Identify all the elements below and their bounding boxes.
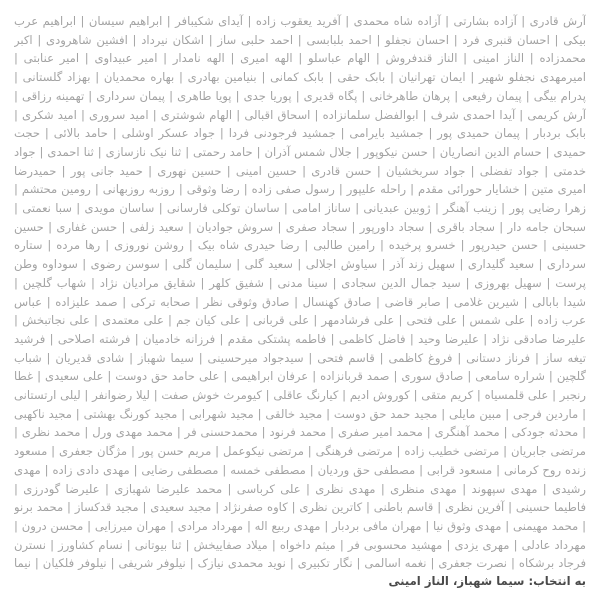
credit-names: سیما شهباز، الناز امینی: [388, 574, 525, 588]
selection-credit: [14, 572, 586, 591]
credit-prefix: به انتخاب:: [528, 574, 586, 588]
participants-list: آرش قادری | آزاده بشارتی | آزاده شاه محمدی | آفرید یعقوب زاده | آیدای شکیبافر | ابراهیم سیسان | ابراهیم عرب بیکی | احسان قنبری فرد | احسان نجفلو | احمد بلبابسی | احمد حلبی ساز | اشکان نیرداد | افشین شاهرودی | اکبر محمدزاده | الناز امینی | الناز قندفروش | الهام عباسلو | الهه امیری | الهه نامدار | امیر عبیداوی | امیر عنابتی | امیرمهدی نجفلو شهیر | ایمان تهرانیان | بابک حقی | بابک کمانی | بنیامین بهادری | بهاره محمدیان | بهزاد گلستانی | پدرام بیگی | پیمان رفیعی | پرهان طاهرخانی | پگاه قدیری | پوریا جدی | پویا طاهری | پیمان سرداری | تهمینه رزاقی | آرش کریمی | آیدا احمدی شرف | ابوالفضل سلمانزاده | اسحاق اقبالی | الهام شوشتری | امید سروری | امید شکری | بابک بردبار | پیمان حمیدی پور | جمشید بایرامی | جمشید فرجودنی فردا | جواد عسکر اوشلی | حامد بالائی | حجت حمیدی | حسام الدین انصاریان | حسن نیکوپور | جلال شمس آذران | حامد رحمتی | ثنا نیک نازسازی | ثنا احمدی | جواد خدمتی | جواد تفضلی | جواد سربخشیان | حسن قادری | حسین امینی | حسین نهوری | حمید جانی پور | حمیدرضا امیری متین | خشایار حورائی مقدم | راحله علیپور | رسول صفی زاده | رضا وثوقی | روزبه روزبهانی | رومین محتشم | زهرا رضایی پور | زینب آهنگر | ژوبین عبدیانی | ساناز امامی | ساسان توکلی فارسانی | ساسان مویدی | سبا نعمتی | سبحان جامه دار | سجاد باقری | سجاد داورپور | سجاد صفری | سروش جوادیان | سعید زلفی | حسن غفاری | حسین حسینی | حسن حیدرپور | خسرو پرخیده | رامین طالبی | رضا حیدری شاه بیک | روشن نوروزی | رها مرده | ستاره سرداری | سعید گلیداری | سهیل زند آذر | سیاوش اجلالی | سعید گلی | سلیمان گلی | سوسن رضوی | سوداوه وطن پرست | سهیل بهروزی | سید جمال الدین سجادی | سینا مدنی | شفیق کلهر | شقایق مرادیان نژاد | شهاب گلچین | شیدا بابالی | شیرین غلامی | صابر قاضی | صادق کهنسال | صادق وثوقی نظر | صحابه ترکی | صمد علیزاده | عباس عرب زاده | علی شمس | علی فتحی | علی فرشادمهر | علی قربانی | علی کیان جم | علی معتمدی | علی نجاتبخش | علیرضا صادقی نژاد | علیرضا وحید | فاضل کاظمی | فاطمه پشتکی مقدم | فرزانه خادمیان | فرشته اصلاحی | فرشید تیغه ساز | فرناز دستانی | فروغ کاظمی | قاسم فتحی | سیدجواد میرحسینی | سیما شهباز | شادی قدیریان | شباب گلچین | شراره سامعی | صادق سوری | صمد قربانزاده | عرفان ابراهیمی | علی حامد حق دوست | علی سعیدی | غطا رنجبر | علی قلمسیاه | کریم متقی | کوروش ادیم | کیارنگ عاقلی | کیومرث خوش صفت | لیلا رضوانفر | لیلی ارتستانی | ماردین فرجی | مبین مایلی | مجید حمد حق دوست | مجید خالقی | مجید شهرابی | مجید کورنگ بهشتی | مجید ناکهبی | محدثه جودکی | محمد آهنگری | محمد امیر صفری | محمد فرنود | محمدحسنی فر | محمد مهدی ورل | محمد نظری | مرتضی جابریان | مرتضی خطیب زاده | مرتضی فرهنگی | مرتضی نیکوعمل | مریم حسن پور | مژگان جعفری | مسعود زنده روح کرمانی | مسعود قرابی | مصطفی حق وردیان | مصطفی خمسه | مصطفی رضایی | مهدی دادی زاده | مهدی رشیدی | مهدی سپهوند | مهدی منظری | مهدی نظری | علی کرباسی | محمد علیرضا شهبازی | علیرضا گودرزی | فاطیما حسینی | آفرین نظری | قاسم باطنی | کاترین نظری | کاوه صفرنژاد | مجید سعیدی | مجید قدکساز | محمد برنو | محمد مهیمنی | مهدی وثوق نیا | مهران مافی بردبار | مهدی ربیع اله | مهرداد مرادی | مهران میرزایی | محسن درون | مهرداد عادلی | مهری یزدی | مهشید محسوبی فر | میثم داخواه | میلاد صفاییخش | ثنا بیوتانی | نسام کشاورز | نسترن فرجاد برشکاه | نصرت جعفری | نغمه اسالمی | نگار تکبیری | نوید محمدی نیازک | نیلوفر شریفی | نیلوفر فلکیان | نیما: [14, 14, 586, 571]
